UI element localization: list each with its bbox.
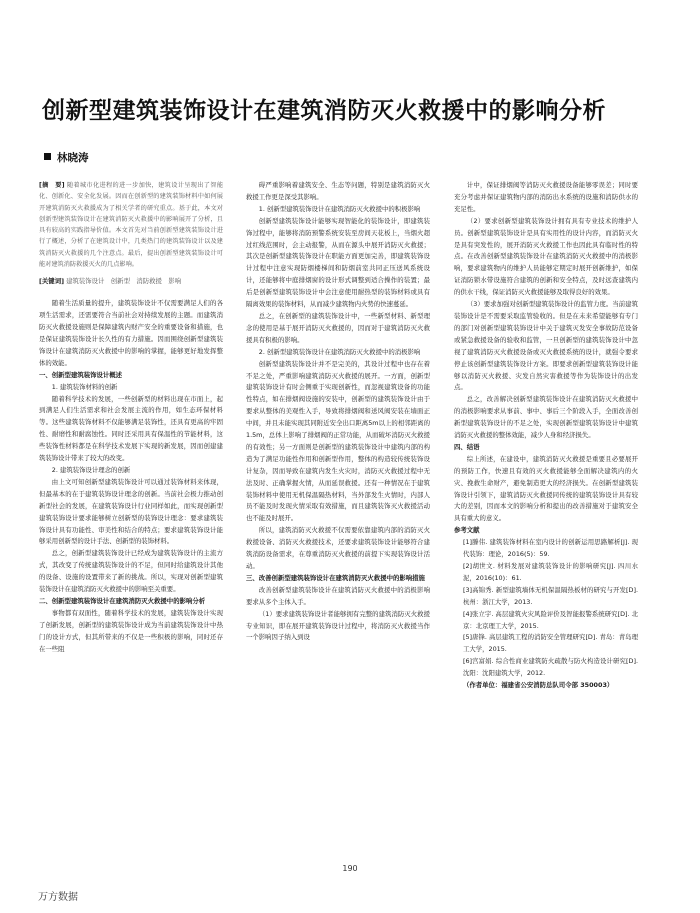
subsection-heading: 2. 创新型建筑装饰设计在建筑消防灭火救援中的消极影响 [258, 347, 421, 356]
column-1-body [39, 298, 223, 655]
section-heading: 四、结语 [454, 442, 480, 451]
reference-item: [4]张立宇. 高层建筑火灾风险评价及智能报警系统研究[D]. 北京：北京理工大学，2015. [462, 609, 638, 630]
body-paragraph: （3）要求加强对创新型建筑装饰设计的监管力度。当前建筑装饰设计是不需要采取监管验收的。但是在未来希望能够有专门的部门对创新型建筑装饰设计中关于建筑灭发安全事故防范设备或紧急救援设备的验收和监管，一旦创新型的建筑装饰设计中忽视了建筑消防灭火救援设备或灭火救援系统的设计，就强令要求停止该创新型建筑装饰设计方案。即要求创新型建筑装饰设计能够以消防灭火救援、灾发自然灾害救援等作为装饰设计的出发点。 [454, 300, 638, 392]
body-paragraph: 总之，创新型建筑装饰设计已经成为建筑装饰设计的主流方式，其改变了传统建筑装饰设计的不足，但同时给建筑设计其他的设备、设施的设置带来了新的挑战。所以，实现对创新型建筑装饰设计在建筑消防灭火救援中的影响至关重要。 [39, 549, 223, 594]
body-paragraph: 随着生活质量的提升，建筑装饰设计不仅需要满足人们的各项生活需求，还需要符合当前社会对持续发展的主题。而建筑消防灭火救援设施则是保障建筑内财产安全的重要设备和措施，也是保证建筑装饰设计长久性的有力措施。因而围绕创新型建筑装饰设计在建筑消防灭火救援中的影响的掌握，能够更好地发挥整体的效能。 [39, 299, 223, 367]
subsection-heading: 1. 建筑装饰材料的创新 [51, 382, 118, 391]
column-3-body [454, 180, 638, 525]
keywords [39, 276, 223, 288]
abstract-text: 随着城市化进程的进一步加快，建筑设计呈现出了智能化、创新化、安全化发展。因而在创新型的建筑装饰材料中如何展开建筑消防灭火救援成为了相关学者的研究重点。基于此，本文对创新型建筑装饰设计在建筑消防灭火救援中的影响展开了分析，且具有较高的实践指导价值。本文首先对当前创新型建筑装饰设计进行了概述，分析了在建筑设计中，几类热门的建筑装饰设计以及建筑消防灭火救援的几个注意点。最后，提出创新型建筑装饰设计可能对建筑消防救援灭火的几点影响。 [39, 182, 223, 269]
column-2-body [246, 180, 430, 644]
body-paragraph: 计中，保证排烟阀等消防灭火救援设备能够零误差；同时要充分考虑并保证建筑物内部的消防出水系统的设施和消防供水的充足性。 [454, 181, 638, 213]
body-paragraph: 创新型建筑装饰设计能够实现智能化的装饰设计，即建筑装饰过程中，能够将消防预警系统安装至房间天花板上，当烟火超过红线范围时，会主动报警，从而在源头中展开消防灭火救援；其次是创新型建筑装饰设计在职能方面更加完善，即建筑装饰设计过程中注意实现防烟楼梯间和防烟前室共同正压送风系统设计，还能够将中庭排烟窗的设计形式调整到适合操作的装置；最后是创新型建筑装饰设计中会注意使用耐热型的装饰材料或具有隔离效果的装饰材料，从而减少建筑物内火势的快速蔓延。 [246, 216, 430, 309]
reference-item: [1]滕伟. 建筑装饰材料在室内设计的创新运用思路解析[J]. 现代装饰：理论，2016(5)：59. [462, 538, 638, 559]
article-title: 创新型建筑装饰设计在建筑消防灭火救援中的影响分析 [42, 98, 606, 124]
reference-item: [6]宫富娟. 综合性商业建筑防火疏散与防火构造设计研究[D]. 沈阳：沈阳建筑大学，2012. [462, 657, 638, 678]
body-paragraph: （1）要求建筑装饰设计者能够拥有完整的建筑消防灭火救援专业知识，即在展开建筑装饰设计过程中，将消防灭火救援当作一个影响因子纳入到设 [246, 609, 430, 642]
keywords-label: [关键词] [39, 277, 65, 286]
body-paragraph: 总之，改善解决创新型建筑装饰设计在建筑消防灭火救援中的消极影响要求从事前、事中、事后三个阶段入手，全面改善创新型建筑装饰设计的不足之处，实现创新型建筑装饰设计中建筑消防灭火救援的整体效能，减少人身和经济损失。 [454, 395, 638, 440]
keywords-text: 建筑装饰设计 创新型 消防救援 影响 [66, 277, 182, 286]
body-paragraph: 事物都有双面性，随着科学技术的发展，建筑装饰设计实现了创新发展，创新型的建筑装饰设计成为当前建筑装饰设计中热门的设计方式，但其所带来的不仅是一些积极的影响，同时还存在一些阻 [39, 608, 223, 653]
author-name: 林晓涛 [57, 152, 89, 164]
section-heading: 二、创新型建筑装饰设计在建筑消防灭火救援中的影响分析 [39, 596, 206, 605]
page-number: 190 [342, 864, 358, 873]
column-1 [39, 180, 223, 855]
reference-item: [3]高锦秀. 新型建筑墙体无机保温隔热板材的研究与开发[D]. 杭州：浙江大学，2013. [462, 585, 638, 606]
body-paragraph: （2）要求创新型建筑装饰设计拥有具有专业技术的维护人员。创新型建筑装饰设计是具有实用性的设计内容，而消防灭火是具有突发性的，展开消防灭火救援工作也因此具有临时性的特点。在改善创新型建筑装饰设计在建筑消防灭火救援中的消极影响，要求建筑物内的维护人员能够定期定时展开创新维护，如保证消防锁水带设施符合建筑的创新和安全特点，及时远查建筑内的供水干线，保证消防灭火救援能够及取得良好的效果。 [454, 216, 638, 297]
abstract [39, 180, 223, 270]
body-paragraph: 所以，建筑消防灭火救援不仅需要依靠建筑内部的消防灭火救援设备、消防灭火救援技术，还要求建筑装饰设计能够符合建筑消防设备需求，在尊重消防灭火救援的前提下实现装饰设计活动。 [246, 526, 430, 570]
references [454, 525, 638, 692]
subsection-heading: 1. 创新型建筑装饰设计在建筑消防灭火救援中的积极影响 [258, 204, 421, 213]
section-heading: 三、改善创新型建筑装饰设计在建筑消防灭火救援中的影响措施 [246, 573, 425, 582]
body-paragraph: 创新型建筑装饰设计并不是完美的，其设计过程中也存在着不足之处，严重影响建筑消防灭火救援的展开。一方面，创新型建筑装饰设计有时会侧重于实现创新性，而忽视建筑设备的功能性特点，如在排烟阀设施的安装中，创新型的建筑装饰设计由于要求从整体的美观性入手，导致将排烟阀和送风阀安装在墙面正中间，并且未能实现其同附近安全出口距离5m以上的相邻距离的1.5m，总体上影响了排烟阀的正常功能，从而破坏消防灭火救援的有效性；另一方面则是创新型的建筑装饰设计中建筑内部的构造为了满足功能性作用和创新型作用，整体的构造较传统装饰设计复杂，因而导致在建筑内发生火灾时，消防灭火救援过程中无法及时、正确掌握火情，从而延误救援。还有一种情况在于建筑装饰材料中使用无机保温隔热材料，当外部发生火情时，内部人员不能及时发现火情采取有效措施，而且建筑装饰灭火救援活动也不能及时展开。 [246, 359, 430, 523]
abstract-label: [摘 要] [39, 182, 65, 189]
bullet-square-icon [44, 153, 51, 160]
body-paragraph: 综上所述，在建设中，建筑消防灭火救援是重要且必要展开的预防工作，快速且有效的灭火救援能够全面解决建筑内的火灾、挽救生命财产，避免制造更大的经济损失。在创新型建筑装饰设计引领下，建筑消防灭火救援同传统的建筑装饰设计具有较大的差别，因而本文的影响分析和提出的改善措施对于建筑安全具有重大的意义。 [454, 454, 638, 523]
references-title: 参考文献 [454, 526, 480, 535]
reference-list [454, 537, 638, 680]
body-paragraph: 总之，在创新型的建筑装饰设计中，一些新型材料、新型理念的使用是基于展开消防灭火救援的，因而对于建筑消防灭火救援具有积极的影响。 [246, 311, 430, 344]
reference-item: [2]胡世文. 材料发展对建筑装饰设计的影响研究[J]. 四川水泥，2016(10)：61. [462, 562, 638, 582]
body-paragraph: 改善创新型建筑装饰设计在建筑消防灭火救援中的消极影响要求从多个主体入手。 [246, 585, 430, 606]
column-2 [246, 180, 430, 845]
body-paragraph: 随着科学技术的发展，一些创新型的材料出现在市面上，起到满足人们生活需求和社会发展主流的作用，如生态环保材料等。这些建筑装饰材料不仅能够满足装饰性，还具有更高的牢固性、耐磨性和耐腐蚀性。同时还采用具有保温性的节能材料，这些装饰性材料都是在科学技术发展下实现的新发展，因而创建建筑装饰设计带来了较大的改变。 [39, 394, 223, 463]
author-unit: （作者单位：福建省公安消防总队司令部 350003） [462, 681, 614, 690]
author-line [44, 150, 89, 165]
section-heading: 一、创新型建筑装饰设计概述 [39, 370, 123, 379]
subsection-heading: 2. 建筑装饰设计理念的创新 [51, 465, 131, 474]
body-paragraph: 由上文可知创新型建筑装饰设计可以通过装饰材料来体现，但最基本的在于建筑装饰设计理念的创新。当前社会极力推动创新型社会的发展，在建筑装饰设计行业同样如此，而实现创新型建筑装饰设计要求能够树立创新型的装饰设计理念：要求建筑装饰设计具有功能性、审美性和结合的特点；要求建筑装饰设计能够采用创新型的设计手法、创新型的装饰材料。 [39, 477, 223, 546]
reference-item: [5]唐锋. 高层建筑工程的消防安全管理研究[D]. 青岛：青岛理工大学，2015. [462, 633, 638, 654]
footer-watermark: 万方数据 [38, 892, 78, 903]
column-3 [454, 180, 638, 845]
body-paragraph: 碍严重影响着建筑安全、生态等问题，特别是建筑消防灭火救援工作更是深受其影响。 [246, 181, 430, 201]
